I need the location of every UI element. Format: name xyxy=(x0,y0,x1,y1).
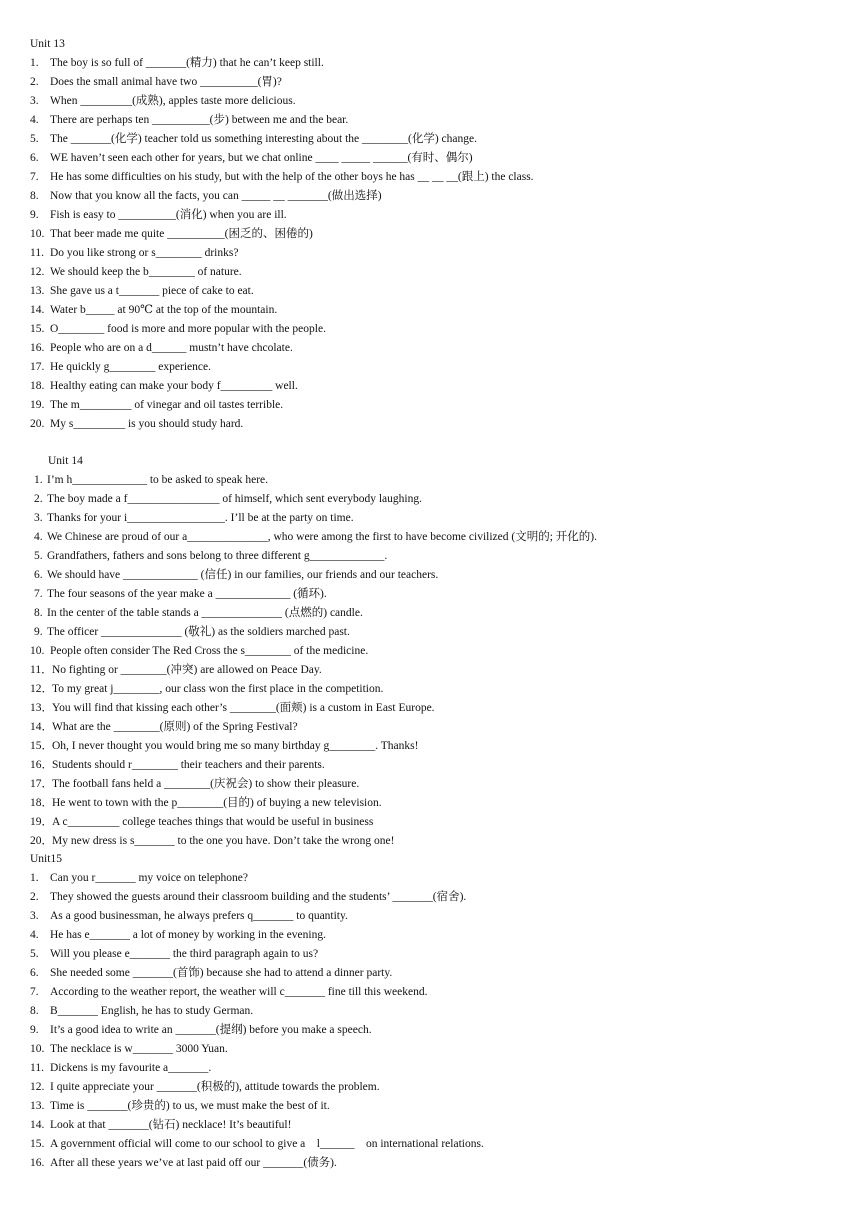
unit-15-title: Unit15 xyxy=(30,853,62,865)
unit-13-title: Unit 13 xyxy=(30,38,65,50)
unit-14-title: Unit 14 xyxy=(48,455,83,467)
worksheet-page: Unit 13 1. The boy is so full of _______(精力) that he can’t keep still. 2. Does the small animal have two __________(胃)? 3. When _________(成熟), apples taste more delicious. 4. There are perhaps ten __________(步) between me and the bear. 5. The _______(化学) teacher told us something interesting about the ________(化学) change. 6. WE haven’t seen each other for years, but we chat online ____ _____ ______(有时、偶尔) 7. He has some difficulties on his study, but with the help of the other boys he has __ __ __(跟上) the class. 8. Now that you know all the facts, you can _____ __ _______(做出选择) 9. Fish is easy to __________(消化) when you are ill. 10. That beer made me quite __________(困乏的、困倦的) 11. Do you like strong or s________ drinks? 12. We should keep the b________ of nature. 13. She gave us a t_______ piece of cake to eat. 14. Water b_____ at 90℃ at the top of the mountain. 15. O________ food is more and more popular with the people. 16. People who are on a d______ mustn’t have chcolate. 17. He quickly g________ experience. 18. Healthy eating can make your body f_________ well. 19. The m_________ of vinegar and oil tastes terrible. 20. My s_________ is you should study hard. Unit 14 1. I’m h_____________ to be asked to speak here. 2. The boy made a f________________ of himself, which sent everybody laughing. 3. Thanks for your i_________________. I’ll be at the party on time. 4. We Chinese are proud of our a______________, who were among the first to have become civilized (文明的; 开化的). 5. Grandfathers, fathers and sons belong to three different g_____________. 6. We should have _____________ (信任) in our families, our friends and our teachers. 7. The four seasons of the year make a _____________ (循环). 8. In the center of the table stands a ______________ (点燃的) candle. 9. The officer ______________ (敬礼) as the soldiers marched past. 10. People often consider The Red Cross the s________ of the medicine. 11． No fighting or ________(冲突) are allowed on Peace Day. 12． To my great j________, our class won the first place in the competition. 13． You will find that kissing each other’s ________(面颊) is a custom in East Europe. 14． What are the ________(原则) of the Spring Festival? 15． Oh, I never thought you would bring me so many birthday g________. Thanks! 16． Students should r________ their teachers and their parents. 17． The football fans held a ________(庆祝会) to show their pleasure. 18． He went to town with the p________(目的) of buying a new television. 19． A c_________ college teaches things that would be useful in business 20． My new dress is s_______ to the one you have. Don’t take the wrong one! Unit15 1. Can you r_______ my voice on telephone? 2. They showed the guests around their classroom building and the students’ _______(宿舍). 3. As a good businessman, he always prefers q_______ to quantity. 4. He has e_______ a lot of money by working in the evening. 5. Will you please e_______ the third paragraph again to us? 6. She needed some _______(首饰) because she had to attend a dinner party. 7. According to the weather report, the weather will c_______ fine till this weekend. 8. B_______ English, he has to study German. 9. It’s a good idea to write an _______(提纲) before you make a speech. 10. The necklace is w_______ 3000 Yuan. 11. Dickens is my favourite a_______. 12. I quite appreciate your _______(积极的), attitude towards the problem. 13. Time is _______(珍贵的) to us, we must make the best of it. 14. Look at that _______(钻石) necklace! It’s beautiful! 15. A government official will come to our school to give a l______ on international relations. 16. After all these years we’ve at last paid off our _______(债务). xyxy=(30,38,597,1169)
